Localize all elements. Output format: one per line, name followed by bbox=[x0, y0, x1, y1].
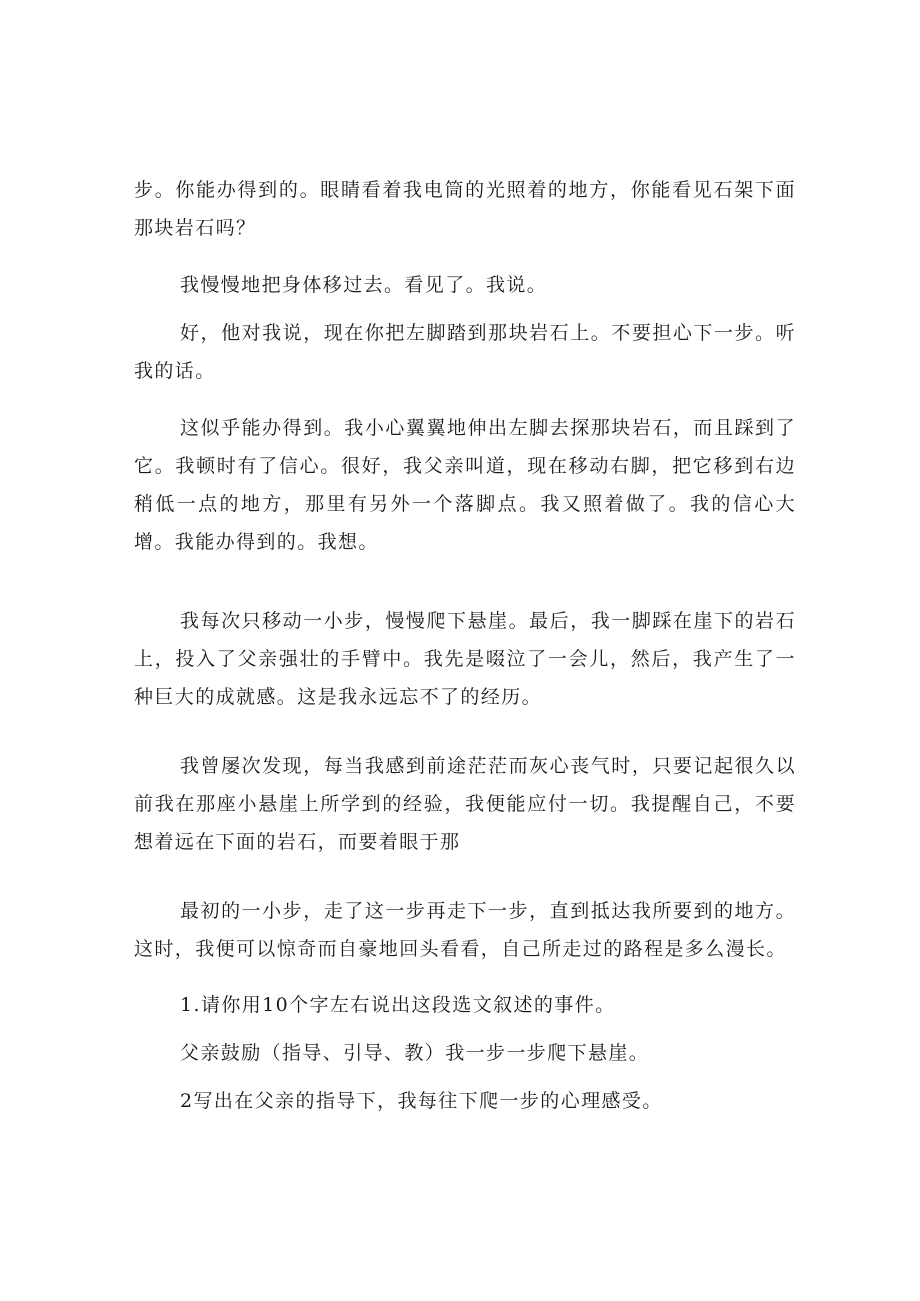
paragraph: 这似乎能办得到。我小心翼翼地伸出左脚去探那块岩石，而且踩到了它。我顿时有了信心。很好，我父亲叫道，现在移动右脚，把它移到右边稍低一点的地方，那里有另外一个落脚点。我又照着做了。我的信心大增。我能办得到的。我想。 bbox=[134, 417, 796, 553]
paragraph-block bbox=[134, 892, 796, 968]
paragraph-block bbox=[134, 747, 796, 861]
paragraph: 最初的一小步，走了这一步再走下一步，直到抵达我所要到的地方。这时，我便可以惊奇而自豪地回头看看，自己所走过的路程是多么漫长。 bbox=[134, 900, 796, 960]
paragraph-block bbox=[134, 314, 796, 390]
question-text: 2写出在父亲的指导下，我每往下爬一步的心理感受。 bbox=[180, 1090, 663, 1112]
question-1 bbox=[134, 986, 796, 1024]
paragraph-continuation bbox=[134, 171, 796, 247]
question-text: 1.请你用10个字左右说出这段选文叙述的事件。 bbox=[180, 994, 616, 1016]
answer-1 bbox=[134, 1034, 796, 1072]
paragraph: 我每次只移动一小步，慢慢爬下悬崖。最后，我一脚踩在崖下的岩石上，投入了父亲强壮的手臂中。我先是啜泣了一会儿，然后，我产生了一种巨大的成就感。这是我永远忘不了的经历。 bbox=[134, 610, 796, 708]
paragraph-block bbox=[134, 409, 796, 561]
paragraph-block bbox=[134, 602, 796, 716]
answer-text: 父亲鼓励（指导、引导、教）我一步一步爬下悬崖。 bbox=[180, 1042, 650, 1064]
paragraph: 步。你能办得到的。眼睛看着我电筒的光照着的地方，你能看见石架下面那块岩石吗？ bbox=[134, 179, 796, 239]
paragraph: 我曾屡次发现，每当我感到前途茫茫而灰心丧气时，只要记起很久以前我在那座小悬崖上所学到的经验，我便能应付一切。我提醒自己，不要想着远在下面的岩石，而要着眼于那 bbox=[134, 755, 796, 853]
paragraph: 好，他对我说，现在你把左脚踏到那块岩石上。不要担心下一步。听我的话。 bbox=[134, 322, 796, 382]
paragraph-block bbox=[134, 266, 796, 304]
question-2 bbox=[134, 1082, 796, 1120]
paragraph: 我慢慢地把身体移过去。看见了。我说。 bbox=[180, 274, 548, 296]
